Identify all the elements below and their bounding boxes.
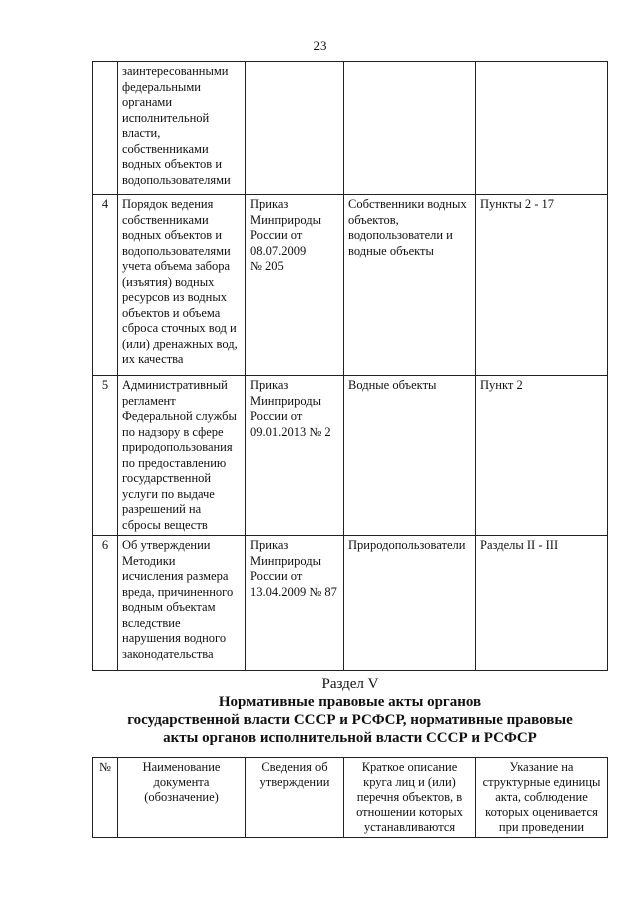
persons-objects-cell	[344, 536, 476, 671]
cell-line: объектов,	[348, 212, 399, 227]
cell-line: Приказ	[250, 538, 289, 552]
cell-line: ресурсов из водных	[122, 290, 227, 304]
cell-line: 13.04.2009 № 87	[250, 584, 337, 599]
acts-table-continued	[92, 61, 608, 671]
cell-line: Федеральной службы	[122, 409, 237, 423]
cell-line: государственной	[122, 471, 212, 485]
persons-objects-cell	[344, 376, 476, 536]
cell-line: устанавливаются	[363, 820, 456, 834]
cell-line: Порядок ведения	[122, 197, 214, 211]
cell-line: 08.07.2009	[250, 243, 307, 258]
cell-line: Наименование	[142, 760, 221, 774]
cell-line: по предоставлению	[122, 455, 227, 470]
cell-line: которых оценивается	[485, 805, 598, 819]
structural-units-cell: Разделы II - III	[476, 536, 608, 671]
cell-line: вследствие	[122, 615, 181, 630]
cell-line: акта, соблюдение	[495, 790, 588, 804]
column-header	[246, 758, 344, 838]
cell-line: вреда, причиненного	[122, 584, 234, 599]
cell-line: заинтересованными	[122, 64, 229, 78]
cell-line: водопользователями	[122, 172, 231, 187]
cell-line: учета объема забора	[122, 259, 231, 273]
approval-info-cell	[246, 376, 344, 536]
cell-line: сброса сточных вод и	[122, 321, 237, 335]
cell-line: утверждении	[259, 775, 330, 789]
cell-line: отношении которых	[356, 805, 463, 819]
cell-line: №	[99, 760, 111, 774]
cell-line: Собственники водных	[348, 197, 467, 211]
row-number-cell: 6	[93, 536, 118, 671]
cell-line: перечня объектов, в	[356, 790, 463, 804]
structural-units-cell: Пункт 2	[476, 376, 608, 536]
approval-info-cell	[246, 62, 344, 195]
section-heading	[90, 675, 610, 747]
cell-line: России от	[250, 228, 303, 242]
cell-line: (или) дренажных вод,	[122, 336, 238, 351]
cell-line: услуги по выдаче	[122, 486, 215, 501]
column-header	[93, 758, 118, 838]
cell-line: водным объектам	[122, 600, 216, 614]
cell-line: водных объектов и	[122, 157, 223, 171]
cell-line: разрешений на	[122, 502, 202, 516]
cell-line: Указание на	[509, 760, 574, 774]
cell-line: сбросы веществ	[122, 517, 208, 532]
cell-line: объектов и объема	[122, 305, 221, 320]
structural-units-cell	[476, 62, 608, 195]
cell-line: круга лиц и (или)	[363, 775, 456, 789]
cell-line: Методики	[122, 553, 176, 568]
cell-line: (изъятия) водных	[122, 274, 215, 289]
row-number-cell: 5	[93, 376, 118, 536]
document-name-cell	[118, 376, 246, 536]
cell-line: власти,	[122, 126, 161, 140]
section-v-table	[92, 757, 608, 838]
structural-units-cell: Пункты 2 - 17	[476, 195, 608, 376]
cell-line: их качества	[122, 352, 184, 366]
cell-line: структурные единицы	[482, 775, 601, 789]
cell-line: Об утверждении	[122, 538, 211, 552]
cell-line: органами	[122, 95, 173, 109]
cell-line: 09.01.2013 № 2	[250, 424, 331, 439]
cell-line: Минприроды	[250, 393, 322, 408]
cell-line: по надзору в сфере	[122, 424, 224, 439]
cell-line: исполнительной	[122, 110, 210, 125]
row-number-cell: 4	[93, 195, 118, 376]
cell-line: исчисления размера	[122, 569, 229, 583]
cell-line: собственниками	[122, 141, 209, 156]
cell-line: Минприроды	[250, 553, 322, 568]
cell-line: законодательства	[122, 646, 214, 661]
section-title-line: акты органов исполнительной власти СССР и РСФСР	[163, 730, 537, 746]
cell-line: документа	[153, 775, 210, 789]
document-name-cell	[118, 62, 246, 195]
cell-line: Приказ	[250, 378, 289, 392]
approval-info-cell	[246, 536, 344, 671]
page-number: 23	[313, 38, 327, 53]
column-header	[118, 758, 246, 838]
table-row	[93, 195, 608, 376]
row-number-cell	[93, 62, 118, 195]
cell-line: Минприроды	[250, 212, 322, 227]
column-header	[476, 758, 608, 838]
cell-line: водопользователи и	[348, 228, 453, 242]
cell-line: природопользования	[122, 440, 233, 454]
cell-line: России от	[250, 409, 303, 423]
table-header-row	[93, 758, 608, 838]
approval-info-cell	[246, 195, 344, 376]
table-row	[93, 536, 608, 671]
document-name-cell	[118, 536, 246, 671]
cell-line: Приказ	[250, 197, 289, 211]
cell-line: № 205	[250, 259, 284, 273]
cell-line: водных объектов и	[122, 228, 223, 242]
cell-line: регламент	[122, 393, 176, 408]
section-title-line: Нормативные правовые акты органов	[218, 694, 482, 710]
cell-line: собственниками	[122, 212, 209, 227]
table-row	[93, 62, 608, 195]
cell-line: Природопользователи	[348, 538, 466, 552]
table-row	[93, 376, 608, 536]
cell-line: Административный	[122, 378, 228, 392]
cell-line: водные объекты	[348, 243, 434, 258]
cell-line: России от	[250, 569, 303, 583]
document-name-cell	[118, 195, 246, 376]
cell-line: Сведения об	[261, 760, 328, 774]
cell-line: (обозначение)	[144, 790, 219, 804]
persons-objects-cell	[344, 62, 476, 195]
cell-line: Краткое описание	[361, 760, 458, 774]
section-title-line: государственной власти СССР и РСФСР, нормативные правовые	[127, 712, 573, 728]
cell-line: федеральными	[122, 79, 201, 94]
cell-line: при проведении	[498, 820, 585, 834]
cell-line: водопользователями	[122, 243, 231, 258]
cell-line: Водные объекты	[348, 378, 437, 392]
cell-line: нарушения водного	[122, 631, 227, 645]
persons-objects-cell	[344, 195, 476, 376]
column-header	[344, 758, 476, 838]
section-label: Раздел V	[321, 676, 379, 692]
